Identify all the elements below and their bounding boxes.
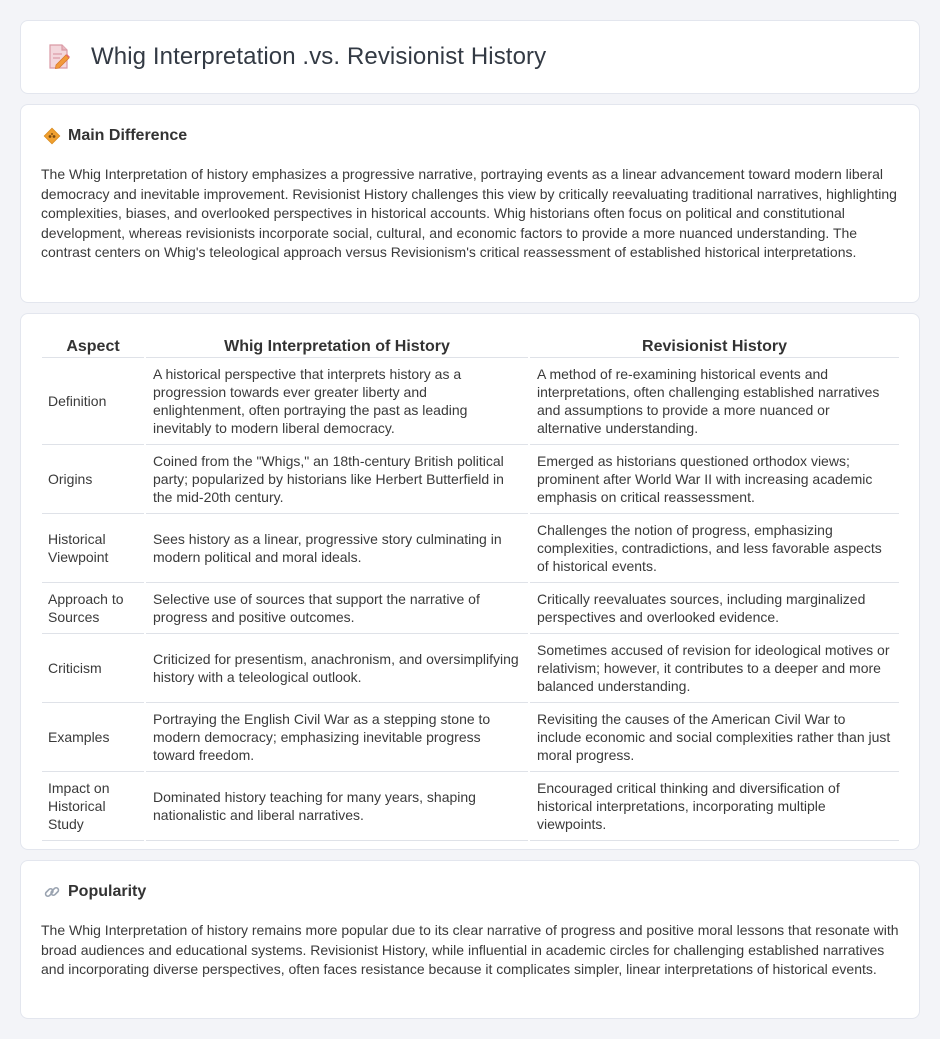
table-row xyxy=(42,772,899,841)
row-revisionist: Critically reevaluates sources, including marginalized perspectives and overlooked evidence. xyxy=(529,583,899,634)
row-revisionist: Revisiting the causes of the American Civil War to include economic and social complexities rather than just moral progress. xyxy=(529,703,899,772)
page-title: Whig Interpretation .vs. Revisionist History xyxy=(91,43,547,70)
comparison-table xyxy=(42,336,899,841)
diamond-sign-icon xyxy=(43,127,61,145)
main-difference-heading xyxy=(43,127,187,145)
row-whig: Coined from the "Whigs," an 18th-century British political party; popularized by historians like Herbert Butterfield in the mid-20th century. xyxy=(145,445,529,514)
column-header-aspect: Aspect xyxy=(42,336,145,358)
document-pencil-icon xyxy=(47,43,71,71)
row-whig: Criticized for presentism, anachronism, and oversimplifying history with a teleological outlook. xyxy=(145,634,529,703)
row-revisionist: Emerged as historians questioned orthodox views; prominent after World War II with increasing academic emphasis on critical reassessment. xyxy=(529,445,899,514)
main-difference-text: The Whig Interpretation of history emphasizes a progressive narrative, portraying events as a linear advancement toward modern liberal democracy and inevitable improvement. Revisionist History challenges this view by critically reevaluating traditional narratives, highlighting complexities, biases, and overlooked perspectives in historical accounts. Whig historians often focus on political and constitutional development, whereas revisionists incorporate social, cultural, and economic factors to provide a more nuanced understanding. The contrast centers on Whig's teleological approach versus Revisionism's critical reassessment of established historical interpretations. xyxy=(41,166,897,260)
row-whig: Dominated history teaching for many years, shaping nationalistic and liberal narratives. xyxy=(145,772,529,841)
table-row xyxy=(42,358,899,445)
row-aspect: Definition xyxy=(42,358,145,445)
table-row xyxy=(42,583,899,634)
header-card xyxy=(20,20,920,94)
table-header-row xyxy=(42,336,899,358)
row-revisionist: Encouraged critical thinking and diversification of historical interpretations, incorporating multiple viewpoints. xyxy=(529,772,899,841)
row-revisionist: A method of re-examining historical events and interpretations, often challenging established narratives and assumptions to provide a more nuanced or alternative understanding. xyxy=(529,358,899,445)
row-aspect: Origins xyxy=(42,445,145,514)
row-whig: A historical perspective that interprets history as a progression towards ever greater liberty and enlightenment, often portraying the past as leading inevitably to modern liberal democracy. xyxy=(145,358,529,445)
row-aspect: Examples xyxy=(42,703,145,772)
column-header-revisionist: Revisionist History xyxy=(529,336,899,358)
popularity-card xyxy=(20,860,920,1019)
row-aspect: Impact on Historical Study xyxy=(42,772,145,841)
title-row xyxy=(47,43,546,71)
row-aspect: Historical Viewpoint xyxy=(42,514,145,583)
section-title: Main Difference xyxy=(68,127,188,144)
row-whig: Sees history as a linear, progressive story culminating in modern political and moral ideals. xyxy=(145,514,529,583)
link-icon xyxy=(43,883,61,901)
main-difference-card xyxy=(20,104,920,303)
comparison-card xyxy=(20,313,920,850)
table-row xyxy=(42,703,899,772)
row-aspect: Criticism xyxy=(42,634,145,703)
table-row xyxy=(42,445,899,514)
row-revisionist: Sometimes accused of revision for ideological motives or relativism; however, it contributes to a deeper and more balanced understanding. xyxy=(529,634,899,703)
table-row xyxy=(42,634,899,703)
popularity-text: The Whig Interpretation of history remains more popular due to its clear narrative of progress and positive moral lessons that resonate with broad audiences and educational systems. Revisionist History, while influential in academic circles for challenging established narratives and incorporating diverse perspectives, often faces resistance because it complicates simpler, linear interpretations of historical events. xyxy=(41,922,899,977)
row-revisionist: Challenges the notion of progress, emphasizing complexities, contradictions, and less favorable aspects of historical events. xyxy=(529,514,899,583)
row-whig: Selective use of sources that support the narrative of progress and positive outcomes. xyxy=(145,583,529,634)
table-row xyxy=(42,514,899,583)
popularity-heading xyxy=(43,883,146,901)
column-header-whig: Whig Interpretation of History xyxy=(145,336,529,358)
row-whig: Portraying the English Civil War as a stepping stone to modern democracy; emphasizing inevitable progress toward freedom. xyxy=(145,703,529,772)
section-title: Popularity xyxy=(68,883,147,900)
row-aspect: Approach to Sources xyxy=(42,583,145,634)
